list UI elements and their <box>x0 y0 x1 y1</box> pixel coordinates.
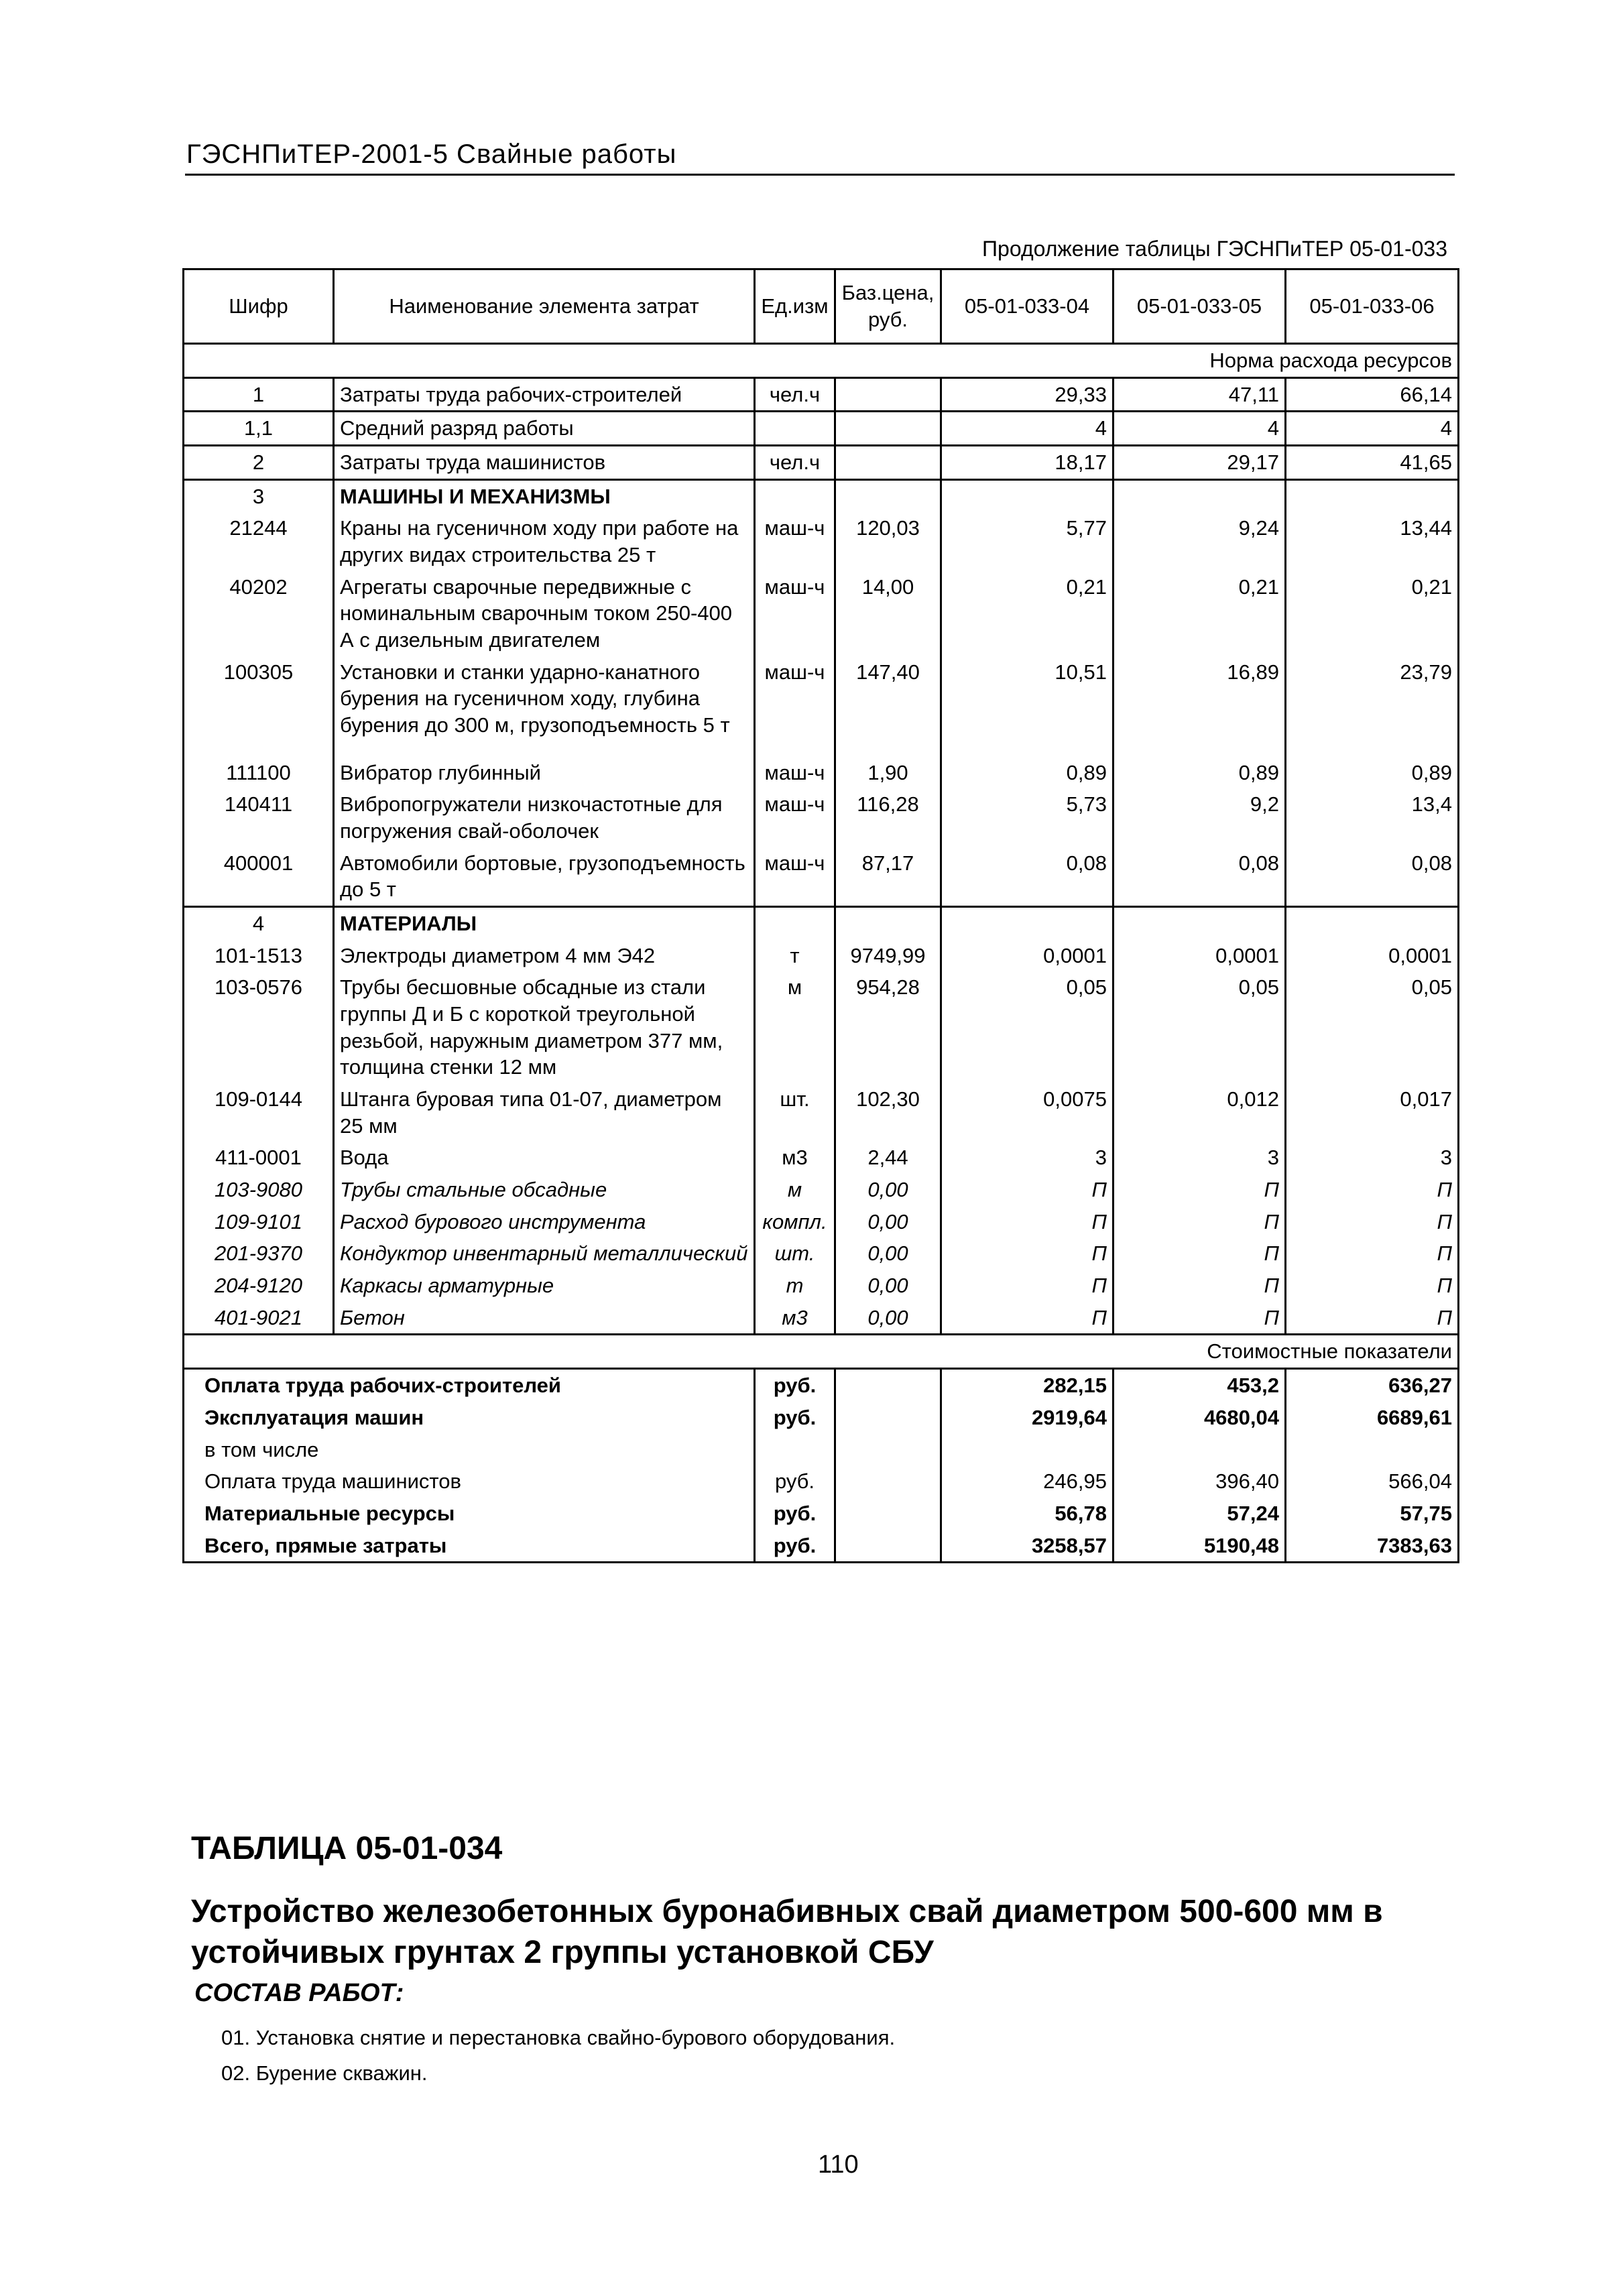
cell-empty <box>835 907 941 940</box>
next-table-title: ТАБЛИЦА 05-01-034 <box>191 1831 503 1866</box>
cell-unit: т <box>755 940 835 972</box>
cell-name: Штанга буровая типа 01-07, диаметром 25 мм <box>334 1083 755 1142</box>
cost-name: Оплата труда рабочих-строителей <box>184 1369 755 1402</box>
cell-unit: м3 <box>755 1302 835 1335</box>
cell-empty <box>835 479 941 512</box>
cost-unit: руб. <box>755 1498 835 1530</box>
cell-value-06: 0,89 <box>1286 757 1459 789</box>
cell-value-06: 0,0001 <box>1286 940 1459 972</box>
cell-value-05: 9,24 <box>1114 512 1286 570</box>
cost-unit: руб. <box>755 1465 835 1498</box>
cost-value-05: 57,24 <box>1114 1498 1286 1530</box>
cell-unit: шт. <box>755 1237 835 1270</box>
unpriced-material-row <box>184 1206 1459 1238</box>
cost-value-04: 3258,57 <box>941 1530 1114 1563</box>
labor-row <box>184 446 1459 480</box>
cell-price: 87,17 <box>835 847 941 907</box>
cell-code: 4 <box>184 907 334 940</box>
cell-name: Вибратор глубинный <box>334 757 755 789</box>
machine-row <box>184 656 1459 757</box>
cell-name: Трубы стальные обсадные <box>334 1174 755 1206</box>
cell-empty <box>835 1434 941 1466</box>
page-number: 110 <box>818 2151 859 2179</box>
cell-value-06: 41,65 <box>1286 446 1459 480</box>
cell-price: 0,00 <box>835 1206 941 1238</box>
header-rule <box>185 174 1455 176</box>
cell-value-06: 13,44 <box>1286 512 1459 570</box>
cell-empty <box>835 1498 941 1530</box>
cell-unit: чел.ч <box>755 377 835 412</box>
cell-value-05: П <box>1114 1270 1286 1302</box>
cell-value-06: П <box>1286 1206 1459 1238</box>
cell-value-04: 0,89 <box>941 757 1114 789</box>
cost-unit: руб. <box>755 1369 835 1402</box>
cell-value-06: 0,21 <box>1286 571 1459 656</box>
cell-value-05: 4 <box>1114 412 1286 446</box>
cost-name: Всего, прямые затраты <box>184 1530 755 1563</box>
cell-value-05: П <box>1114 1174 1286 1206</box>
cost-row <box>184 1369 1459 1402</box>
material-row <box>184 940 1459 972</box>
labor-row <box>184 377 1459 412</box>
cell-value-05: 47,11 <box>1114 377 1286 412</box>
machines-section-row <box>184 479 1459 512</box>
cell-code: 401-9021 <box>184 1302 334 1335</box>
cell-value-05: П <box>1114 1302 1286 1335</box>
cost-unit: руб. <box>755 1402 835 1434</box>
cell-value-04: П <box>941 1206 1114 1238</box>
cell-price <box>835 446 941 480</box>
cell-value-04: 5,73 <box>941 788 1114 847</box>
cell-name: Кондуктор инвентарный металлический <box>334 1237 755 1270</box>
material-row <box>184 1083 1459 1142</box>
table-continuation-note: Продолжение таблицы ГЭСНПиТЕР 05-01-033 <box>982 237 1447 261</box>
material-row <box>184 1142 1459 1174</box>
cell-code: 411-0001 <box>184 1142 334 1174</box>
cell-empty <box>941 479 1114 512</box>
cost-name: Материальные ресурсы <box>184 1498 755 1530</box>
cell-code: 111100 <box>184 757 334 789</box>
cell-empty <box>1286 907 1459 940</box>
cost-row <box>184 1434 1459 1466</box>
cell-value-05: 0,89 <box>1114 757 1286 789</box>
cell-value-04: 0,08 <box>941 847 1114 907</box>
cell-code: 100305 <box>184 656 334 757</box>
cell-value-04: П <box>941 1302 1114 1335</box>
cell-code: 101-1513 <box>184 940 334 972</box>
cell-value-05: 29,17 <box>1114 446 1286 480</box>
cell-price: 0,00 <box>835 1174 941 1206</box>
cell-unit: компл. <box>755 1206 835 1238</box>
cell-empty <box>835 1530 941 1563</box>
cell-name: Автомобили бортовые, грузоподъемность до 5 т <box>334 847 755 907</box>
cell-code: 21244 <box>184 512 334 570</box>
cell-value-06: 3 <box>1286 1142 1459 1174</box>
cell-name: Установки и станки ударно-канатного бурения на гусеничном ходу, глубина бурения до 300 м, грузоподъемность 5 т <box>334 656 755 757</box>
cell-price: 0,00 <box>835 1270 941 1302</box>
cell-value-05: 16,89 <box>1114 656 1286 757</box>
cell-code: 103-9080 <box>184 1174 334 1206</box>
cell-empty <box>835 1465 941 1498</box>
cell-unit: маш-ч <box>755 847 835 907</box>
cell-price: 954,28 <box>835 971 941 1083</box>
norm-label-row <box>184 344 1459 378</box>
cell-value-04: П <box>941 1270 1114 1302</box>
cell-unit: т <box>755 1270 835 1302</box>
cell-price: 14,00 <box>835 571 941 656</box>
cost-unit <box>755 1434 835 1466</box>
cell-value-04: П <box>941 1174 1114 1206</box>
cell-price <box>835 377 941 412</box>
cell-code: 400001 <box>184 847 334 907</box>
cell-unit: м <box>755 971 835 1083</box>
resource-table <box>182 268 1459 1563</box>
cell-empty <box>835 1402 941 1434</box>
cell-empty <box>755 479 835 512</box>
cell-value-05: 0,08 <box>1114 847 1286 907</box>
cell-name: Вода <box>334 1142 755 1174</box>
cell-value-05: П <box>1114 1206 1286 1238</box>
cell-price: 0,00 <box>835 1302 941 1335</box>
cost-label-row-text: Стоимостные показатели <box>184 1335 1459 1369</box>
work-item: 01. Установка снятие и перестановка свайно-бурового оборудования. <box>221 2026 896 2049</box>
cost-value-05: 5190,48 <box>1114 1530 1286 1563</box>
cell-name: Электроды диаметром 4 мм Э42 <box>334 940 755 972</box>
cell-price: 116,28 <box>835 788 941 847</box>
cell-code: 109-0144 <box>184 1083 334 1142</box>
cost-row <box>184 1402 1459 1434</box>
norm-label-row-text: Норма расхода ресурсов <box>184 344 1459 378</box>
cell-value-04: 3 <box>941 1142 1114 1174</box>
cell-code: 3 <box>184 479 334 512</box>
cell-price: 120,03 <box>835 512 941 570</box>
cell-empty <box>1114 479 1286 512</box>
cell-value-04: 0,05 <box>941 971 1114 1083</box>
cell-code: 1 <box>184 377 334 412</box>
cost-unit: руб. <box>755 1530 835 1563</box>
cell-name: Затраты труда рабочих-строителей <box>334 377 755 412</box>
cell-name: Бетон <box>334 1302 755 1335</box>
cell-empty <box>941 907 1114 940</box>
table-header <box>184 269 1459 344</box>
cell-value-06: 4 <box>1286 412 1459 446</box>
cell-price: 9749,99 <box>835 940 941 972</box>
cost-value-06: 57,75 <box>1286 1498 1459 1530</box>
cell-value-04: 4 <box>941 412 1114 446</box>
cell-value-06: 13,4 <box>1286 788 1459 847</box>
cell-value-04: П <box>941 1237 1114 1270</box>
cell-value-04: 0,0001 <box>941 940 1114 972</box>
cost-value-04 <box>941 1434 1114 1466</box>
cell-code: 201-9370 <box>184 1237 334 1270</box>
cell-value-06: П <box>1286 1270 1459 1302</box>
cell-value-04: 10,51 <box>941 656 1114 757</box>
materials-section-row <box>184 907 1459 940</box>
cost-row <box>184 1530 1459 1563</box>
cell-price: 102,30 <box>835 1083 941 1142</box>
cost-value-05: 453,2 <box>1114 1369 1286 1402</box>
next-table-subtitle: Устройство железобетонных буронабивных свай диаметром 500-600 мм в устойчивых грунтах 2 группы установкой СБУ <box>191 1894 1383 1970</box>
col-header-04: 05-01-033-04 <box>941 269 1114 344</box>
cell-code: 2 <box>184 446 334 480</box>
col-header-name: Наименование элемента затрат <box>334 269 755 344</box>
cell-name: Средний разряд работы <box>334 412 755 446</box>
cell-name: Каркасы арматурные <box>334 1270 755 1302</box>
cost-row <box>184 1465 1459 1498</box>
cell-value-06: 0,08 <box>1286 847 1459 907</box>
cost-value-05: 4680,04 <box>1114 1402 1286 1434</box>
machine-row <box>184 788 1459 847</box>
cell-unit: маш-ч <box>755 757 835 789</box>
cell-value-04: 5,77 <box>941 512 1114 570</box>
cell-name: Краны на гусеничном ходу при работе на других видах строительства 25 т <box>334 512 755 570</box>
cost-label-row <box>184 1335 1459 1369</box>
cost-row <box>184 1498 1459 1530</box>
cell-empty <box>1286 479 1459 512</box>
unpriced-material-row <box>184 1237 1459 1270</box>
cell-unit: м3 <box>755 1142 835 1174</box>
col-header-unit: Ед.изм <box>755 269 835 344</box>
cell-price: 147,40 <box>835 656 941 757</box>
cell-code: 109-9101 <box>184 1206 334 1238</box>
cell-name: Расход бурового инструмента <box>334 1206 755 1238</box>
col-header-05: 05-01-033-05 <box>1114 269 1286 344</box>
cell-price <box>835 412 941 446</box>
cell-code: 103-0576 <box>184 971 334 1083</box>
cost-value-06: 7383,63 <box>1286 1530 1459 1563</box>
cell-unit: маш-ч <box>755 656 835 757</box>
machine-row <box>184 512 1459 570</box>
cell-value-06: 66,14 <box>1286 377 1459 412</box>
col-header-06: 05-01-033-06 <box>1286 269 1459 344</box>
page-header: ГЭСНПиТЕР-2001-5 Свайные работы <box>186 139 677 169</box>
cell-value-04: 18,17 <box>941 446 1114 480</box>
cell-value-05: 0,012 <box>1114 1083 1286 1142</box>
machine-row <box>184 571 1459 656</box>
cell-unit: маш-ч <box>755 571 835 656</box>
cell-price: 2,44 <box>835 1142 941 1174</box>
cost-value-04: 2919,64 <box>941 1402 1114 1434</box>
cell-value-05: 0,05 <box>1114 971 1286 1083</box>
work-composition-label: СОСТАВ РАБОТ: <box>194 1979 404 2007</box>
cell-code: 140411 <box>184 788 334 847</box>
cell-name: Агрегаты сварочные передвижные с номинальным сварочным током 250-400 А с дизельным двигателем <box>334 571 755 656</box>
cell-price: 1,90 <box>835 757 941 789</box>
work-item: 02. Бурение скважин. <box>221 2061 428 2085</box>
cost-value-06: 6689,61 <box>1286 1402 1459 1434</box>
cell-value-05: 9,2 <box>1114 788 1286 847</box>
cost-name: Оплата труда машинистов <box>184 1465 755 1498</box>
cell-value-06: П <box>1286 1237 1459 1270</box>
cell-value-06: П <box>1286 1174 1459 1206</box>
cost-value-04: 246,95 <box>941 1465 1114 1498</box>
cell-value-05: 3 <box>1114 1142 1286 1174</box>
cell-unit: м <box>755 1174 835 1206</box>
cell-code: 204-9120 <box>184 1270 334 1302</box>
unpriced-material-row <box>184 1302 1459 1335</box>
cost-value-06: 566,04 <box>1286 1465 1459 1498</box>
cell-unit <box>755 412 835 446</box>
cell-value-06: 23,79 <box>1286 656 1459 757</box>
cost-value-05 <box>1114 1434 1286 1466</box>
cell-unit: чел.ч <box>755 446 835 480</box>
cell-value-05: 0,21 <box>1114 571 1286 656</box>
cell-value-04: 0,21 <box>941 571 1114 656</box>
cost-value-04: 282,15 <box>941 1369 1114 1402</box>
cell-empty <box>755 907 835 940</box>
cell-unit: шт. <box>755 1083 835 1142</box>
cell-unit: маш-ч <box>755 788 835 847</box>
cell-value-06: 0,017 <box>1286 1083 1459 1142</box>
cell-value-05: 0,0001 <box>1114 940 1286 972</box>
unpriced-material-row <box>184 1174 1459 1206</box>
cell-empty <box>835 1369 941 1402</box>
cell-value-04: 29,33 <box>941 377 1114 412</box>
cell-value-05: П <box>1114 1237 1286 1270</box>
material-row <box>184 971 1459 1083</box>
cost-value-04: 56,78 <box>941 1498 1114 1530</box>
cost-name: Эксплуатация машин <box>184 1402 755 1434</box>
col-header-code: Шифр <box>184 269 334 344</box>
unpriced-material-row <box>184 1270 1459 1302</box>
cost-value-05: 396,40 <box>1114 1465 1286 1498</box>
section-title: МАШИНЫ И МЕХАНИЗМЫ <box>334 479 755 512</box>
machine-row <box>184 757 1459 789</box>
cell-name: Вибропогружатели низкочастотные для погружения свай-оболочек <box>334 788 755 847</box>
cell-value-06: П <box>1286 1302 1459 1335</box>
cell-code: 40202 <box>184 571 334 656</box>
table-body <box>184 344 1459 1563</box>
col-header-price: Баз.цена, руб. <box>835 269 941 344</box>
cell-code: 1,1 <box>184 412 334 446</box>
machine-row <box>184 847 1459 907</box>
cost-name: в том числе <box>184 1434 755 1466</box>
cell-name: Затраты труда машинистов <box>334 446 755 480</box>
cell-value-06: 0,05 <box>1286 971 1459 1083</box>
cell-value-04: 0,0075 <box>941 1083 1114 1142</box>
cell-empty <box>1114 907 1286 940</box>
labor-row <box>184 412 1459 446</box>
cost-value-06 <box>1286 1434 1459 1466</box>
section-title: МАТЕРИАЛЫ <box>334 907 755 940</box>
cell-name: Трубы бесшовные обсадные из стали группы Д и Б с короткой треугольной резьбой, наружным диаметром 377 мм, толщина стенки 12 мм <box>334 971 755 1083</box>
cost-value-06: 636,27 <box>1286 1369 1459 1402</box>
cell-price: 0,00 <box>835 1237 941 1270</box>
cell-unit: маш-ч <box>755 512 835 570</box>
